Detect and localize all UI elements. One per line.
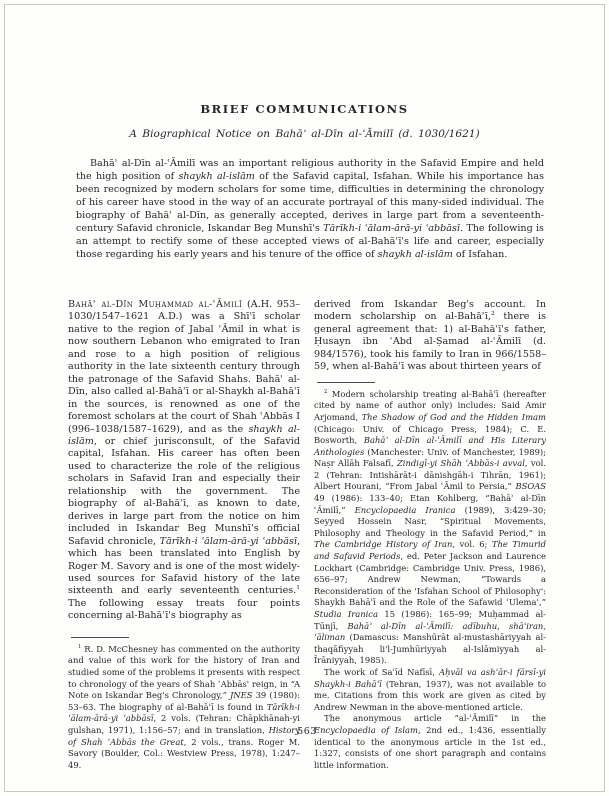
two-column-text <box>68 299 546 771</box>
right-column-footnotes <box>314 389 546 772</box>
page-number: 563 <box>297 726 317 737</box>
article-title: A Biographical Notice on Bahāʾ al-Dīn al-ʿĀmilī (d. 1030/1621) <box>129 128 480 140</box>
footnote-separator-left <box>71 637 129 638</box>
footnote-2-paragraph-1: $^2$ Modern scholarship treating al-Bahāʾī (hereafter cited by name of author only) includes: Said Amir Arjomand, The Shadow of God and the Hidden Imam (Chicago: Univ. of Chicago Press, 1984); C. E. Bosworth, Bahāʾ al-Dīn al-ʿĀmilī and His Literary Anthologies (Manchester: Univ. of Manchester, 1989); Naṣr Allāh Falsafī, Zindigī-yi Shāh ʿAbbās-i avval, vol. 2 (Tehran: Intishārāt-i dānishgāh-i Tihrān, 1961); Albert Hourani, “From Jabal ʿĀmil to Persia,” BSOAS 49 (1986): 133–40; Etan Kohlberg, “Bahāʾ al-Dīn ʿĀmilī,” Encyclopaedia Iranica (1989), 3:429–30; Seyyed Hossein Nasr, “Spiritual Movements, Philosophy and Theology in the Safavid Period,” in The Cambridge History of Iran, vol. 6; The Timurid and Safavid Periods, ed. Peter Jackson and Laurence Lockhart (Cambridge: Cambridge Univ. Press, 1986), 656–97; Andrew Newman, “Towards a Reconsideration of the 'Isfahan School of Philosophy': Shaykh Bahāʾī and the Role of the Safawid ʿUlemaʾ,” Studia Iranica 15 (1986): 165–99; Muḥammad al-Tūnjī, Bahāʾ al-Dīn al-ʿĀmilī: adībuhu, shāʿiran, ʿāliman (Damascus: Manshūrāt al-mustashāriyyah al-thaqāfiyyah li'l-Jumhūriyyah al-Islāmiyyah al-Īrāniyyah, 1985). <box>314 388 546 666</box>
abstract-text: Bahāʾ al-Dīn al-ʿĀmilī was an important religious authority in the Safavid Empire and held the high position of shaykh al-islām of the Safavid capital, Isfahan. While his importance has been recognized by modern scholars for some time, difficulties in determining the chronology of his career have stood in the way of an accurate portrayal of this many-sided individual. The biography of Bahāʾ al-Dīn, as generally accepted, derives in large part from a seventeenth-century Safavid chronicle, Iskandar Beg Munshī's Tārīkh-i ʿālam-ārā-yi ʿabbāsī. The following is an attempt to rectify some of these accepted views of al-Bahāʾī's life and career, especially those regarding his early years and his tenure of the office of shaykh al-islām of Isfahan. <box>76 158 544 260</box>
left-column-footnotes <box>68 644 300 772</box>
footnote-2-paragraph-2: The work of Saʿīd Nafīsī, Aḥvāl va ashʿār-i fārsī-yi Shaykh-i Bahāʾī (Tehran, 1937), was not available to me. Citations from this work are given as cited by Andrew Newman in the above-mentioned article. <box>314 666 546 712</box>
footnote-1: $^1$ R. D. McChesney has commented on the authority and value of this work for the history of Iran and studied some of the problems it presents with respect to chronology of the years of Shah ʿAbbās' reign, in “A Note on Iskandar Beg's Chronology,” JNES 39 (1980): 53–63. The biography of al-Bahāʾī is found in Tārīkh-i ʿālam-ārā-yi ʿabbāsī, 2 vols. (Tehran: Chāpkhānah-yi gulshan, 1971), 1:156–57; and in translation, History of Shah ʿAbbās the Great, 2 vols., trans. Roger M. Savory (Boulder, Col.: Westview Press, 1978), 1:247–49. <box>68 643 300 770</box>
left-column <box>68 299 300 771</box>
section-title: BRIEF COMMUNICATIONS <box>200 102 409 116</box>
left-column-body: Bahāʾ al-Dīn Muḥammad al-ʿĀmilī (A.H. 953–1030/1547–1621 A.D.) was a Shīʿī scholar native to the region of Jabal ʿĀmil in what is now southern Lebanon who emigrated to Iran and rose to a high position of religious authority in the late sixteenth century through the patronage of the Safavid Shahs. Bahāʾ al-Dīn, also called al-Bahāʾī or al-Shaykh al-Bahāʾī in the sources, is renowned as one of the foremost scholars at the court of Shah ʿAbbās I (996–1038/1587–1629), and as the shaykh al-islām, or chief jurisconsult, of the Safavid capital, Isfahan. His career has often been used to characterize the role of the religious scholars in Safavid Iran and especially their relationship with the government. The biography of al-Bahāʾī, as known to date, derives in large part from the notice on him included in Iskandar Beg Munshī's official Safavid chronicle, Tārīkh-i ʿālam-ārā-yi ʿabbāsī, which has been translated into English by Roger M. Savory and is one of the most widely-used sources for Safavid history of the late sixteenth and early seventeenth centuries.$^1$ The following essay treats four points concerning al-Bahāʾī's biography as <box>68 299 301 622</box>
right-column-body: derived from Iskandar Beg's account. In modern scholarship on al-Bahāʾī,$^2$ there is general agreement that: 1) al-Bahāʾī's father, Ḥusayn ibn ʿAbd al-Ṣamad al-ʿĀmilī (d. 984/1576), took his family to Iran in 966/1558–59, when al-Bahāʾī was about thirteen years of <box>314 299 546 373</box>
footnote-2-paragraph-3: The anonymous article “al-ʿĀmilī” in the Encyclopaedia of Islam, 2nd ed., 1:436, essentially identical to the anonymous article in the 1st ed., 1:327, consists of one short paragraph and contains little information. <box>314 713 546 770</box>
right-column <box>314 299 546 771</box>
footnote-separator-right <box>317 382 375 383</box>
